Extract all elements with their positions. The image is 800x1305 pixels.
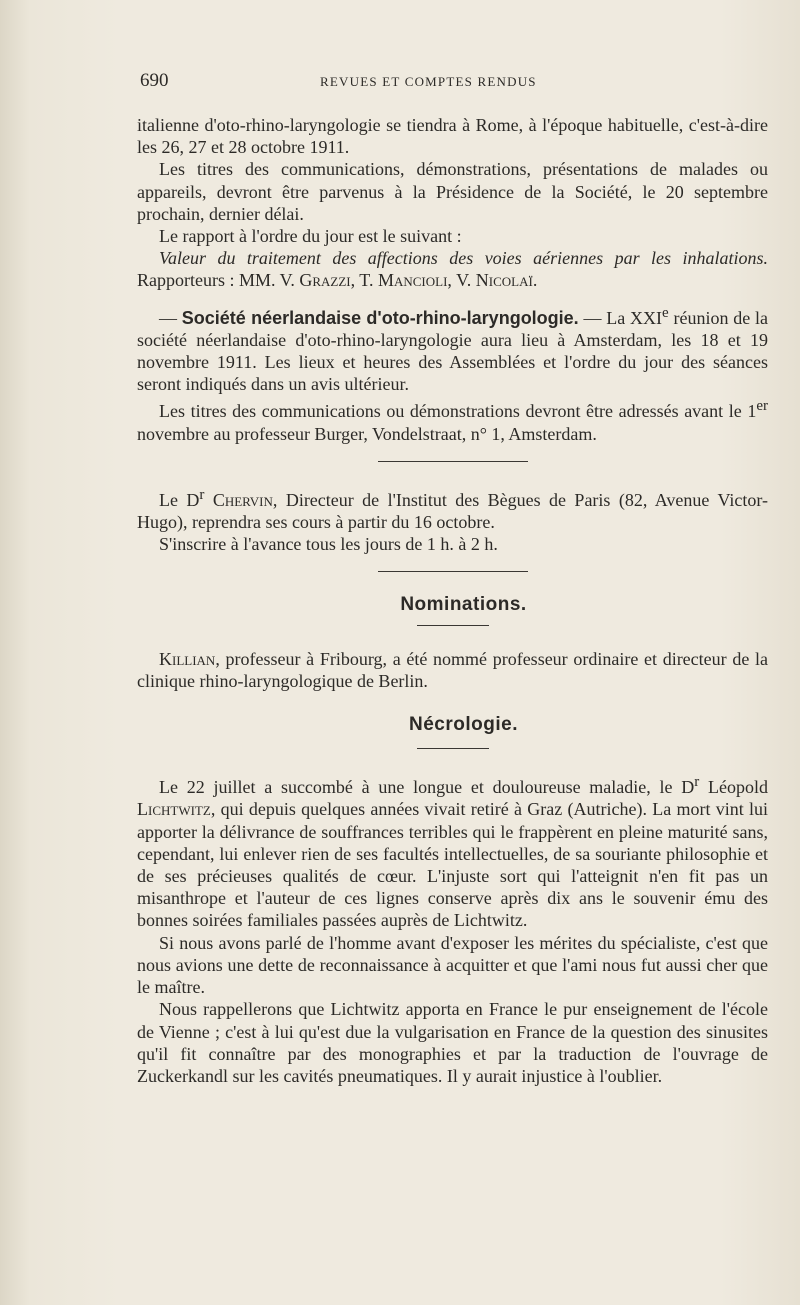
- societe-dash: —: [159, 307, 182, 328]
- chervin-name: Chervin: [212, 489, 273, 510]
- rapporteur-nicolai: Nicolaï: [475, 270, 533, 291]
- societe-p2-sup: er: [756, 398, 768, 415]
- necrologie-heading: Nécrologie.: [409, 714, 518, 736]
- societe-paragraph-1: [137, 302, 768, 396]
- necro-p1-start: Le 22 juillet a succombé à une longue et douloureuse maladie, le D: [159, 777, 695, 798]
- chervin-sup: r: [199, 486, 205, 503]
- societe-title: Société néerlandaise d'oto-rhino-laryngologie.: [181, 307, 579, 328]
- intro-paragraph-1: italienne d'oto-rhino-laryngologie se tiendra à Rome, à l'époque habituelle, c'est-à-dire les 26, 27 et 28 octobre 1911.: [137, 115, 768, 158]
- intro-paragraph-4: [137, 247, 768, 291]
- necro-p1-sup: r: [694, 774, 700, 791]
- page-number: 690: [140, 70, 169, 91]
- necrologie-paragraph-3: Nous rappellerons que Lichtwitz apporta en France le pur enseignement de l'école de Vienne ; c'est à lui qu'est due la vulgarisation en France de la question des sinusites qu'il fit connaître par des monographies et par la traduction de l'ouvrage de Zuckerkandl sur les cavités pneumatiques. Il y aurait injustice à l'oublier.: [137, 999, 768, 1086]
- societe-p2-end: novembre au professeur Burger, Vondelstraat, n° 1, Amsterdam.: [137, 423, 597, 444]
- necro-name: Lichtwitz: [137, 799, 211, 820]
- societe-p1-rest: — La XXI: [578, 307, 663, 328]
- intro-paragraph-2: Les titres des communications, démonstrations, présentations de malades ou appareils, devront être parvenus à la Présidence de la Société, le 20 septembre prochain, dernier délai.: [137, 159, 768, 224]
- nominee-name: Killian: [159, 648, 216, 669]
- chervin-paragraph-1: [137, 484, 768, 533]
- nominations-text: , professeur à Fribourg, a été nommé professeur ordinaire et directeur de la clinique rhino-laryngologique de Berlin.: [137, 648, 768, 691]
- intro-end: .: [532, 270, 538, 291]
- necrologie-paragraph-1: [137, 771, 768, 931]
- nominations-heading: Nominations.: [400, 594, 527, 616]
- page-body: [137, 114, 768, 1087]
- necro-p1-end: , qui depuis quelques années vivait retiré à Graz (Autriche). La mort vint lui apporter la délivrance de souffrances terribles qui le frappèrent en pleine maturité sans, cependant, lui enlever rien de ses facultés intellectuelles, de sa souriante philosophie et de ses précieuses qualités de cœur. L'injuste sort qui l'atteignit n'en fit pas un misanthrope et l'auteur de ces lignes conserve après dix ans le souvenir ému des bonnes soirées familiales passées auprès de Lichtwitz.: [137, 799, 768, 931]
- chervin-prefix: Le D: [159, 489, 200, 510]
- separator-1: , T.: [350, 270, 378, 291]
- societe-p2-start: Les titres des communications ou démonstrations devront être adressés avant le 1: [159, 401, 757, 422]
- chervin-paragraph-2: S'inscrire à l'avance tous les jours de 1 h. à 2 h.: [159, 534, 498, 555]
- societe-p1-end: réunion de la société néerlandaise d'oto-rhino-laryngologie aura lieu à Amsterdam, les 18 et 19 novembre 1911. Les lieux et heures des Assemblées et l'ordre du jour des séances seront indiqués dans un avis ultérieur.: [137, 307, 768, 395]
- running-head: REVUES ET COMPTES RENDUS: [320, 74, 537, 89]
- necrologie-paragraph-2: Si nous avons parlé de l'homme avant d'exposer les mérites du spécialiste, c'est que nous avions une dette de reconnaissance à acquitter et que l'ami nous fut aussi cher que le maître.: [137, 932, 768, 998]
- report-title: Valeur du traitement des affections des voies aériennes par les inhalations.: [159, 248, 768, 269]
- nominations-paragraph: [137, 648, 768, 692]
- rapporteur-mancioli: Mancioli: [377, 270, 448, 291]
- rapporteur-grazzi: Grazzi: [299, 270, 351, 291]
- societe-paragraph-2: [137, 395, 768, 444]
- separator-2: , V.: [447, 270, 476, 291]
- page-header: [140, 70, 768, 92]
- societe-p1-sup: e: [662, 304, 669, 321]
- rapporteurs-prefix: Rapporteurs : MM. V.: [137, 270, 300, 291]
- chervin-rest: , Directeur de l'Institut des Bègues de Paris (82, Avenue Victor-Hugo), reprendra ses cours à partir du 16 octobre.: [137, 489, 769, 533]
- intro-paragraph-3: Le rapport à l'ordre du jour est le suivant :: [159, 226, 462, 247]
- necro-p1-mid: Léopold: [699, 777, 768, 798]
